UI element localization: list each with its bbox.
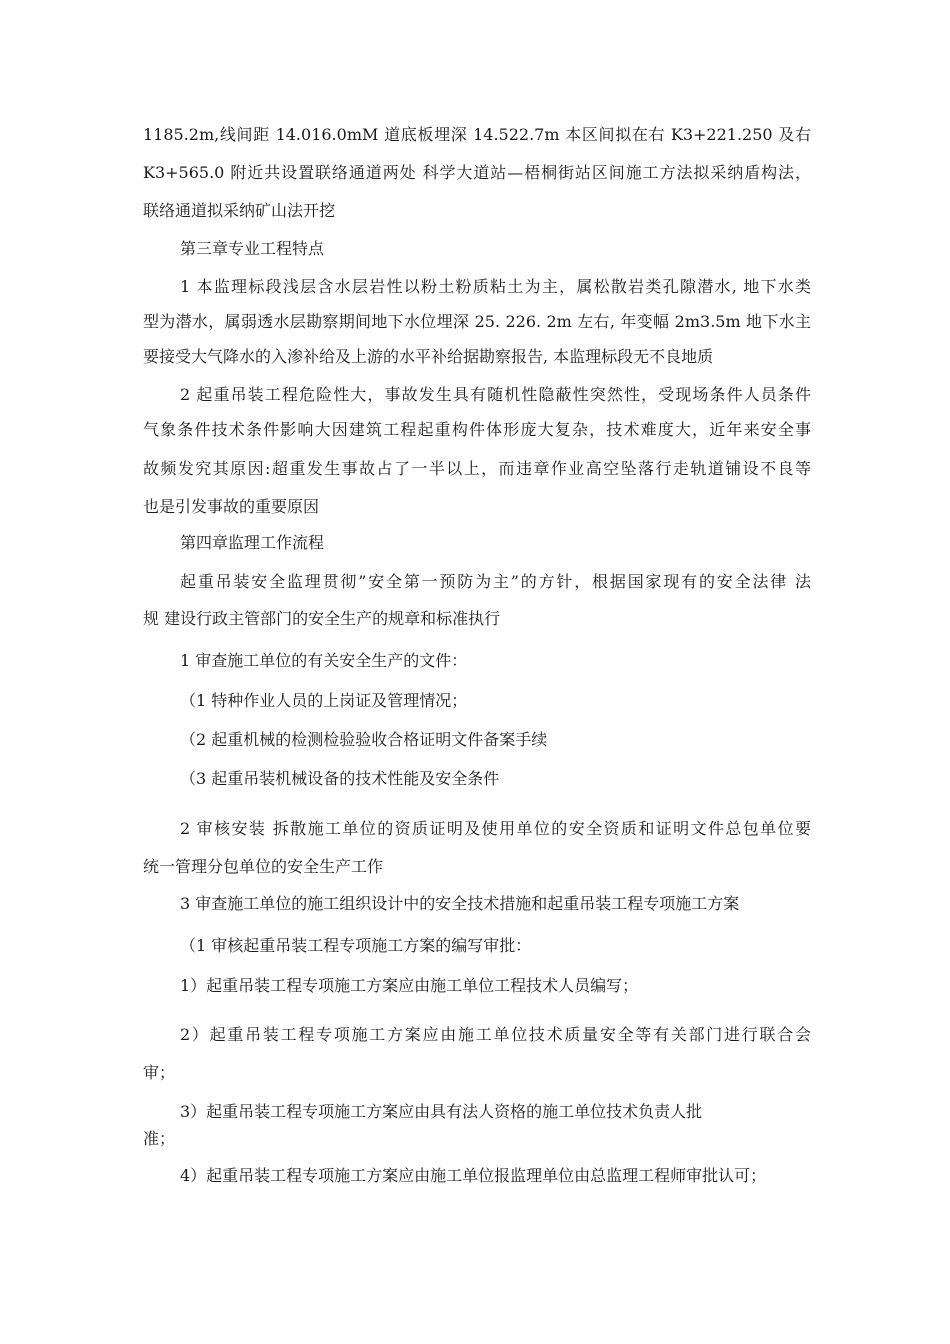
list-item: 1）起重吊装工程专项施工方案应由施工单位工程技术人员编写； (180, 976, 639, 995)
body-line: 2 起重吊装工程危险性大，事故发生具有随机性隐蔽性突然性，受现场条件人员条件 (180, 385, 811, 404)
body-line: K3+565.0 附近共设置联络通道两处 科学大道站—梧桐街站区间施工方法拟采纳盾构法， (143, 163, 811, 182)
body-line: 要接受大气降水的入渗补给及上游的水平补给据勘察报告, 本监理标段无不良地质 (143, 347, 714, 366)
body-line: 气象条件技术条件影响大因建筑工程起重构件体形庞大复杂，技术难度大，近年来安全事 (143, 420, 811, 439)
body-line: 也是引发事故的重要原因 (143, 497, 320, 516)
body-line: 统一管理分包单位的安全生产工作 (143, 857, 384, 876)
chapter-heading: 第三章专业工程特点 (180, 239, 325, 258)
list-item: 3）起重吊装工程专项施工方案应由具有法人资格的施工单位技术负责人批 (180, 1102, 703, 1121)
body-line: 规 建设行政主管部门的安全生产的规章和标准执行 (143, 609, 501, 628)
body-line: 3 审查施工单位的施工组织设计中的安全技术措施和起重吊装工程专项施工方案 (180, 894, 740, 913)
body-line: 1185.2m,线间距 14.016.0mM 道底板埋深 14.522.7m 本区间拟在右 K3+221.250 及右 (143, 125, 811, 144)
body-line: 型为潜水，属弱透水层勘察期间地下水位埋深 25. 226. 2m 左右, 年变幅 2m3.5m 地下水主 (143, 312, 811, 331)
list-item: 1 审查施工单位的有关安全生产的文件： (180, 651, 468, 670)
list-item: 4）起重吊装工程专项施工方案应由施工单位报监理单位由总监理工程师审批认可； (180, 1166, 767, 1185)
list-item: 2）起重吊装工程专项施工方案应由施工单位技术质量安全等有关部门进行联合会 (180, 1025, 811, 1044)
body-line: 联络通道拟采纳矿山法开挖 (143, 201, 336, 220)
list-item: 审； (143, 1063, 176, 1082)
list-item: （3 起重吊装机械设备的技术性能及安全条件 (180, 769, 500, 788)
body-line: 1 本监理标段浅层含水层岩性以粉土粉质粘土为主，属松散岩类孔隙潜水, 地下水类 (180, 277, 811, 296)
list-item: （2 起重机械的检测检验验收合格证明文件备案手续 (180, 730, 548, 749)
list-item: 准； (143, 1129, 176, 1148)
body-line: 起重吊装安全监理贯彻”安全第一预防为主”的方针，根据国家现有的安全法律 法 (180, 572, 811, 591)
list-item: （1 特种作业人员的上岗证及管理情况； (180, 691, 468, 710)
chapter-heading: 第四章监理工作流程 (180, 533, 325, 552)
body-line: 故频发究其原因:超重发生事故占了一半以上，而违章作业高空坠落行走轨道铺设不良等 (143, 459, 811, 478)
list-item: （1 审核起重吊装工程专项施工方案的编写审批： (180, 936, 532, 955)
body-line: 2 审核安装 拆散施工单位的资质证明及使用单位的安全资质和证明文件总包单位要 (180, 819, 811, 838)
